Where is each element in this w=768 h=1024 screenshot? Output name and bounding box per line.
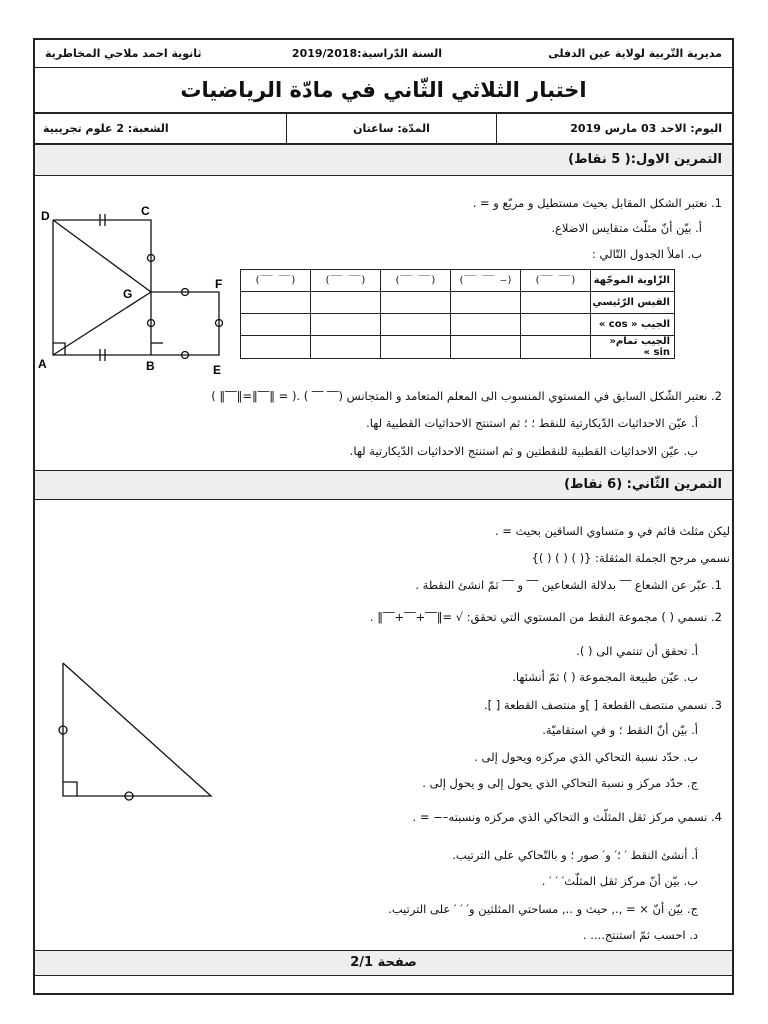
ex2-l11: 4. نسمي مركز ثقل المثلّث و التحاكي الذي مركزه ونسبته–− = . xyxy=(412,810,722,824)
table-cell: (‾‾ ‾‾) xyxy=(311,270,381,292)
ex2-l12: أ. أنشئ النقط ′ ؛′ و′ صور ؛ و بالتّحاكي على الترتيب. xyxy=(452,848,698,862)
table-row xyxy=(241,314,675,336)
table-cell: (– ‾‾ ‾‾) xyxy=(451,270,521,292)
ex2-l6: ب. عيّن طبيعة المجموعة ( ) ثمّ أنشئها. xyxy=(512,670,698,684)
ex2-l14: ج. بيّن أنّ × = ,., حيث و .., مساحتي المثلثين و′ ′ ′ على الترتيب. xyxy=(388,902,698,916)
label-c: C xyxy=(141,204,150,218)
angles-table xyxy=(240,269,675,359)
ex1-q1a: أ. بيّن أنّ مثلّث متقايس الاضلاع. xyxy=(551,221,702,235)
table-row xyxy=(241,270,675,292)
ex2-l7: 3. نسمي منتصف القطعة [ ]و منتصف القطعة [ ]. xyxy=(483,698,722,712)
triangle-figure xyxy=(35,655,225,805)
exam-page xyxy=(33,38,734,995)
exam-day: اليوم: الاحد 03 مارس 2019 xyxy=(496,114,732,144)
branch: الشعبة: 2 علوم تجريبية xyxy=(43,122,169,135)
ex2-l3: 1. عبّر عن الشعاع ‾‾ بدلالة الشعاعين ‾‾ و ‾‾ ثمّ انشئ النقطة . xyxy=(415,578,722,592)
ex2-l4: 2. نسمي ( ) مجموعة النقط من المستوي التي تحقق: √ =‖‾‾+‾‾+‾‾‖ . xyxy=(369,610,722,624)
table-header-sin: الجيب تمام« sin » xyxy=(591,336,675,359)
table-header-cos: الجيب « cos » xyxy=(591,314,675,336)
table-cell: (‾‾ ‾‾) xyxy=(521,270,591,292)
table-header-measure: القيس الرّئيسي xyxy=(591,292,675,314)
label-f: F xyxy=(215,277,223,291)
ex2-l10: ج. حدّد مركز و نسبة التحاكي الذي يحول إلى و يحول إلى . xyxy=(422,776,698,790)
ex2-l15: د. احسب ثمّ استنتج.... . xyxy=(582,928,698,942)
table-cell: (‾‾ ‾‾) xyxy=(381,270,451,292)
ex2-l13: ب. بيّن أنّ مركز ثقل المثلّث′ ′ ′ . xyxy=(541,874,698,888)
info-row xyxy=(35,114,732,144)
ex2-l1: ليكن مثلث قائم في و متساوي الساقين بحيث = . xyxy=(494,524,730,538)
header-row xyxy=(35,40,732,68)
geometry-figure xyxy=(35,200,235,380)
table-row xyxy=(241,292,675,314)
label-d: D xyxy=(41,209,50,223)
table-header-angle: الزّاوية الموجّهة xyxy=(591,270,675,292)
ex2-l2: نسمي مرجح الجملة المثقلة: {( ) ( ) ( )} xyxy=(531,551,730,565)
directorate: مديرية التّربية لولاية عين الدفلى xyxy=(548,47,722,60)
exam-title: اختبار الثلاثي الثّاني في مادّة الرياضيات xyxy=(35,68,732,114)
label-g: G xyxy=(123,287,133,301)
label-a: A xyxy=(38,357,47,371)
ex2-l9: ب. حدّد نسبة التحاكي الذي مركزه ويحول إلى . xyxy=(474,750,698,764)
ex1-q1b: ب. املأ الجدول التّالي : xyxy=(591,247,702,261)
page-number: صفحة 2/1 xyxy=(35,950,732,976)
exam-duration: المدّة: ساعتان xyxy=(286,114,496,144)
ex1-q1: 1. نعتبر الشكل المقابل بحيث مستطيل و مربّع و = . xyxy=(472,196,722,210)
ex1-title: التمرين الاول:( 5 نقاط) xyxy=(35,144,732,176)
ex2-title: التمرين الثّاني: (6 نقاط) xyxy=(35,470,732,500)
ex1-q2: 2. نعتبر الشّكل السابق في المستوي المنسوب الى المعلم المتعامد و المتجانس (‾‾ ‾‾ ) .( = ‖‾‾‖=‖‾‾‖ ) xyxy=(211,389,722,403)
ex1-q2a: أ. عيّن الاحداثيات الدّيكارتية للنقط ؛ ؛ ثم استنتج الاحداثيات القطبية لها. xyxy=(366,416,698,430)
ex2-l5: أ. تحقق أن تنتمي الى ( ). xyxy=(576,644,698,658)
ex2-l8: أ. بيّن أنّ النقط ؛ و في استقاميّة. xyxy=(542,723,698,737)
table-row xyxy=(241,336,675,359)
school-name: ثانوية احمد ملاحي المخاطرية xyxy=(45,47,202,60)
label-b: B xyxy=(146,359,155,373)
table-cell: (‾‾ ‾‾) xyxy=(241,270,311,292)
ex1-q2b: ب. عيّن الاحداثيات القطبية للنقطتين و ثم استنتج الاحداثيات الدّيكارتية لها. xyxy=(349,444,698,458)
school-year: السنة الدّراسية:2019/2018 xyxy=(291,47,442,60)
label-e: E xyxy=(213,363,222,377)
